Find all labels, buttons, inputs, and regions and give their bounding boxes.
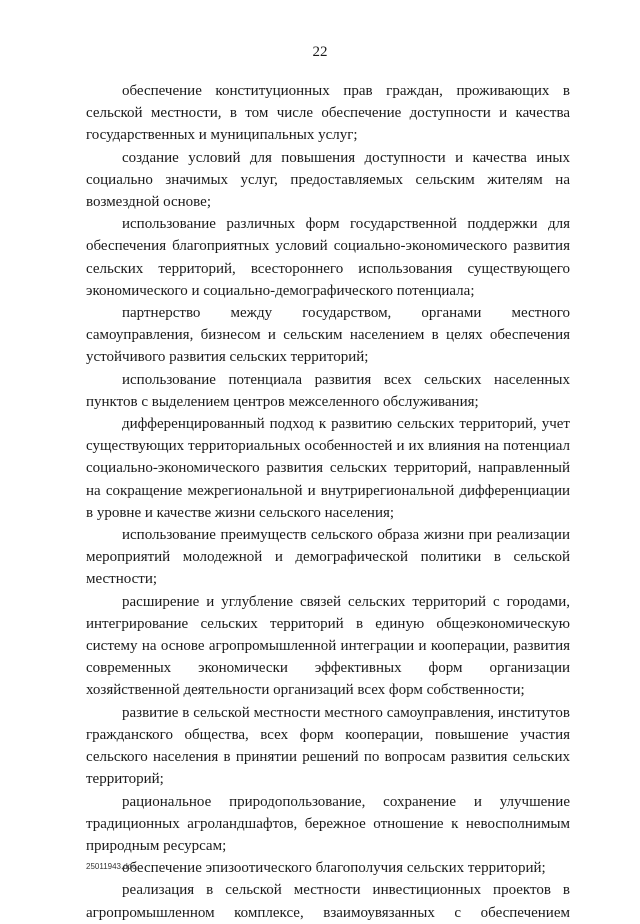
paragraph: использование потенциала развития всех сельских населенных пунктов с выделением центров межселенного обслуживания; <box>86 371 570 410</box>
paragraph: развитие в сельской местности местного самоуправления, институтов гражданского общества, всех форм кооперации, повышение участия сельского населения в принятии решений по вопросам развития сельских территорий; <box>86 704 570 788</box>
paragraph: создание условий для повышения доступности и качества иных социально значимых услуг, предоставляемых сельским жителям на возмездной основе; <box>86 149 570 211</box>
paragraph: рациональное природопользование, сохранение и улучшение традиционных агроландшафтов, бережное отношение к невосполнимым природным ресурсам; <box>86 793 570 854</box>
paragraph: дифференцированный подход к развитию сельских территорий, учет существующих территориальных особенностей и их влияния на потенциал социально-экономического развития сельских территорий, направленный на сокращение межрегиональной и внутрирегиональной дифференциации в уровне и качестве жизни сельского населения; <box>86 416 570 521</box>
document-body <box>86 80 570 924</box>
paragraph: использование различных форм государственной поддержки для обеспечения благоприятных условий социально-экономического развития сельских территорий, всестороннего использования существующего экономического и социально-демографического потенциала; <box>86 216 570 299</box>
paragraph: партнерство между государством, органами местного самоуправления, бизнесом и сельским населением в целях обеспечения устойчивого развития сельских территорий; <box>86 305 570 366</box>
paragraph-continued: реализация в сельской местности инвестиционных проектов в агропромышленном комплексе, взаимоувязанных с обеспечением <box>86 882 570 921</box>
paragraph: обеспечение эпизоотического благополучия сельских территорий; <box>122 860 546 877</box>
paragraph: обеспечение конституционных прав граждан, проживающих в сельской местности, в том числе обеспечение доступности и качества государственных и муниципальных услуг; <box>86 83 570 144</box>
paragraph: использование преимуществ сельского образа жизни при реализации мероприятий молодежной и демографической политики в сельской местности; <box>86 527 570 588</box>
page-number: 22 <box>312 44 328 60</box>
paragraph: расширение и углубление связей сельских территорий с городами, интегрирование сельских территорий в единую общеэкономическую систему на основе агропромышленной интеграции и кооперации, развития современных экономически эффективных форм организации хозяйственной деятельности организаций всех форм собственности; <box>86 593 570 699</box>
footer-filename: 25011943.doc <box>86 862 137 871</box>
